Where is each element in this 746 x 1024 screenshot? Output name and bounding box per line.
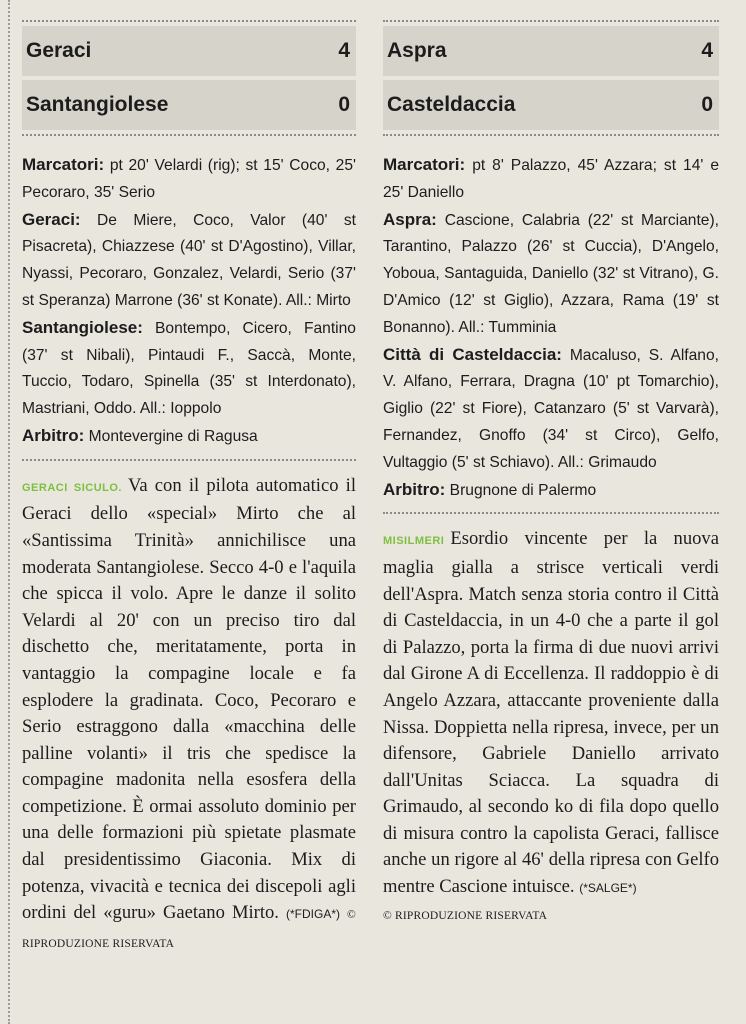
scorers-text: pt 8' Palazzo, 45' Azzara; st 14' e 25' Daniello bbox=[383, 157, 719, 201]
referee-line bbox=[22, 423, 356, 451]
scorers-label: Marcatori: bbox=[383, 155, 466, 174]
away-team-name: Santangiolese bbox=[26, 93, 169, 116]
home-team-name: Geraci bbox=[26, 39, 92, 62]
away-lineup-text: Macaluso, S. Alfano, V. Alfano, Ferrara, Dragna (10' pt Tomarchio), Giglio (22' st Fiore), Catanzaro (5' st Varvarà), Fernandez, Gnoffo (34' st Circo), Gelfo, Vultaggio (5' st Schiavo). All.: Grimaudo bbox=[383, 346, 719, 471]
referee-line bbox=[383, 477, 719, 505]
home-score-row bbox=[383, 26, 719, 76]
author-signature: (*SALGE*) bbox=[579, 881, 637, 896]
match-report bbox=[383, 526, 719, 901]
away-lineup bbox=[22, 315, 356, 423]
match-column-aspra bbox=[383, 20, 719, 922]
referee-label: Arbitro: bbox=[383, 479, 446, 499]
copyright-notice: © RIPRODUZIONE RISERVATA bbox=[22, 909, 356, 950]
home-lineup-text: Cascione, Calabria (22' st Marciante), Tarantino, Palazzo (26' st Cuccia), D'Angelo, Yoboua, Santaguida, Daniello (32' st Vitrano), G. D'Amico (12' st Giglio), Azzara, Rama (19' st Bonanno). All.: Tumminia bbox=[383, 211, 719, 336]
referee-label: Arbitro: bbox=[22, 425, 85, 445]
referee-text: Brugnone di Palermo bbox=[449, 481, 597, 499]
home-team-name: Aspra bbox=[387, 39, 447, 62]
match-details bbox=[383, 152, 719, 504]
away-team-name: Casteldaccia bbox=[387, 93, 516, 116]
away-team-score: 0 bbox=[701, 93, 713, 116]
scorers-line bbox=[383, 152, 719, 207]
away-score-row bbox=[383, 80, 719, 130]
section-divider bbox=[383, 512, 719, 514]
away-lineup bbox=[383, 342, 719, 477]
away-team-score: 0 bbox=[338, 93, 350, 116]
away-lineup-label: Santangiolese: bbox=[22, 317, 143, 337]
copyright-notice: © RIPRODUZIONE RISERVATA bbox=[383, 909, 548, 922]
location-kicker: GERACI SICULO. bbox=[22, 481, 122, 494]
score-rule bbox=[22, 134, 356, 136]
scorers-text: pt 20' Velardi (rig); st 15' Coco, 25' Pecoraro, 35' Serio bbox=[22, 157, 356, 201]
home-lineup bbox=[383, 207, 719, 342]
scorers-line bbox=[22, 152, 356, 207]
scorers-label: Marcatori: bbox=[22, 155, 105, 174]
home-team-score: 4 bbox=[701, 39, 713, 62]
author-signature: (*FDIGA*) bbox=[286, 907, 340, 922]
report-text: Esordio vincente per la nuova maglia gialla a strisce verticali verdi dell'Aspra. Match senza storia contro il Città di Casteldaccia, in un 4-0 che a parte il gol di Palazzo, porta la firma di due nuovi arrivi dal Girone A di Eccellenza. Il raddoppio è di Angelo Azzara, attaccante proveniente dalla Nissa. Doppietta nella ripresa, invece, per un difensore, Gabriele Daniello arrivato dall'Unitas Sciacca. La squadra di Grimaudo, al secondo ko di fila dopo quello di misura contro la capolista Geraci, fallisce anche un rigore al 46' della ripresa con Gelfo mentre Cascione intuisce. bbox=[383, 528, 719, 898]
away-lineup-text: Bontempo, Cicero, Fantino (37' st Nibali), Pintaudi F., Saccà, Monte, Tuccio, Todaro, Spinella (35' st Interdonato), Mastriani, Oddo. All.: Ioppolo bbox=[22, 319, 356, 418]
away-lineup-label: Città di Casteldaccia: bbox=[383, 344, 562, 364]
home-team-score: 4 bbox=[338, 39, 350, 62]
match-column-geraci bbox=[22, 20, 356, 957]
away-score-row bbox=[22, 80, 356, 130]
home-lineup bbox=[22, 207, 356, 315]
home-lineup-label: Aspra: bbox=[383, 209, 437, 229]
match-details bbox=[22, 152, 356, 451]
home-score-row bbox=[22, 26, 356, 76]
location-kicker: MISILMERI bbox=[383, 535, 445, 548]
referee-text: Montevergine di Ragusa bbox=[88, 427, 258, 445]
report-text: Va con il pilota automatico il Geraci dello «special» Mirto che al «Santissima Trinità» annichilisce una moderata Santangiolese. Secco 4-0 e l'aquila che spicca il volo. Apre le danze il solito Velardi al 20' con un preciso tiro dal dischetto che, meritatamente, porta in vantaggio la compagine locale e fa esplodere la gradinata. Coco, Pecoraro e Serio estraggono dalla «macchina delle palline volanti» il tris che spedisce la compagine madonita nella esosfera della competizione. È ormai assoluto dominio per una delle formazioni più spietate plasmate dal presidentissimo Giaconia. Mix di potenza, vivacità e tecnica dei discepoli agli ordini del «guru» Gaetano Mirto. bbox=[22, 474, 357, 924]
home-lineup-text: De Miere, Coco, Valor (40' st Pisacreta), Chiazzese (40' st D'Agostino), Villar, Nyassi, Pecoraro, Gonzalez, Velardi, Serio (37' st Speranza) Marrone (36' st Konate). All.: Mirto bbox=[22, 211, 356, 309]
page-edge-rule bbox=[8, 0, 10, 1024]
home-lineup-label: Geraci: bbox=[22, 209, 81, 229]
match-report bbox=[22, 473, 356, 958]
section-divider bbox=[22, 459, 356, 461]
score-rule bbox=[383, 134, 719, 136]
